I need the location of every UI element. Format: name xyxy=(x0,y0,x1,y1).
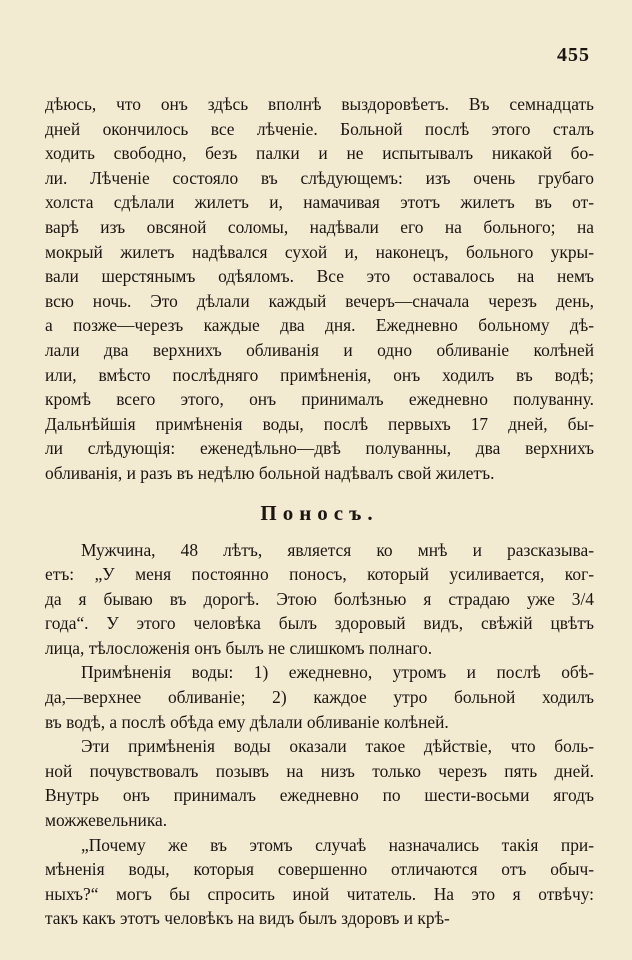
text-line: Эти примѣненія воды оказали такое дѣйствіе, что боль- xyxy=(81,736,594,757)
section-heading: Поносъ. xyxy=(260,500,379,525)
text-line: холста сдѣлали жилетъ и, намачивая этотъ жилетъ въ от- xyxy=(45,192,594,213)
paragraph xyxy=(45,660,594,734)
text-line: а позже—черезъ каждые два дня. Ежедневно больному дѣ- xyxy=(45,315,594,336)
text-line: въ водѣ, а послѣ обѣда ему дѣлали обливаніе колѣней. xyxy=(45,711,449,732)
page-number: 455 xyxy=(557,44,590,66)
text-line: Примѣненія воды: 1) ежедневно, утромъ и послѣ обѣ- xyxy=(81,662,594,683)
text-line: года“. У этого человѣка былъ здоровый видъ, свѣжій цвѣтъ xyxy=(45,613,594,634)
page-body xyxy=(45,92,594,931)
text-line: вали шерстянымъ одѣяломъ. Все это оставалось на немъ xyxy=(45,266,594,287)
text-line: дней окончилось все лѣченіе. Больной послѣ этого сталъ xyxy=(45,118,594,139)
text-line: такъ какъ этотъ человѣкъ на видъ былъ здоровъ и крѣ- xyxy=(45,908,450,929)
paragraph xyxy=(45,734,594,832)
paragraph xyxy=(45,538,594,661)
text-line: или, вмѣсто послѣдняго примѣненія, онъ ходилъ въ водѣ; xyxy=(45,364,594,385)
text-line: ной почувствовалъ позывъ на низъ только черезъ пять дней. xyxy=(45,760,594,781)
text-line: Мужчина, 48 лѣтъ, является ко мнѣ и разсказыва- xyxy=(81,539,594,560)
text-line: мѣненія воды, которыя совершенно отличаются отъ обыч- xyxy=(45,859,594,880)
text-line: „Почему же въ этомъ случаѣ назначались такія при- xyxy=(81,834,594,855)
text-line: ныхъ?“ могъ бы спросить иной читатель. На это я отвѣчу: xyxy=(45,883,594,904)
text-line: да,—верхнее обливаніе; 2) каждое утро больной ходилъ xyxy=(45,687,594,708)
text-line: всю ночь. Это дѣлали каждый вечеръ—сначала черезъ день, xyxy=(45,290,594,311)
text-line: дѣюсь, что онъ здѣсь вполнѣ выздоровѣетъ. Въ семнадцать xyxy=(45,94,594,114)
text-line: ходить свободно, безъ палки и не испытывалъ никакой бо- xyxy=(45,143,594,164)
text-line: кромѣ всего этого, онъ принималъ ежедневно полуванну. xyxy=(45,389,594,410)
paragraph xyxy=(45,92,594,486)
text-line: мокрый жилетъ надѣвался сухой и, наконецъ, больного укры- xyxy=(45,241,594,262)
text-line: Внутрь онъ принималъ ежедневно по шести-восьми ягодъ xyxy=(45,785,594,806)
text-line: етъ: „У меня постоянно поносъ, который усиливается, ког- xyxy=(45,564,594,585)
text-line: лица, тѣлосложенія онъ былъ не слишкомъ полнаго. xyxy=(45,637,433,658)
text-line: да я бываю въ дорогѣ. Этою болѣзнью я страдаю уже 3/4 xyxy=(45,588,594,609)
paragraph xyxy=(45,833,594,931)
text-line: варѣ изъ овсяной соломы, надѣвали его на больного; на xyxy=(45,216,594,237)
text-line: лали два верхнихъ обливанія и одно обливаніе колѣней xyxy=(45,339,594,360)
text-line: Дальнѣйшія примѣненія воды, послѣ первыхъ 17 дней, бы- xyxy=(45,413,594,434)
text-line: ли. Лѣченіе состояло въ слѣдующемъ: изъ очень грубаго xyxy=(45,167,594,188)
text-line: можжевельника. xyxy=(45,810,168,831)
text-line: ли слѣдующія: еженедѣльно—двѣ полуванны, два верхнихъ xyxy=(45,438,594,459)
text-line: обливанія, и разъ въ недѣлю больной надѣвалъ свой жилетъ. xyxy=(45,462,495,483)
